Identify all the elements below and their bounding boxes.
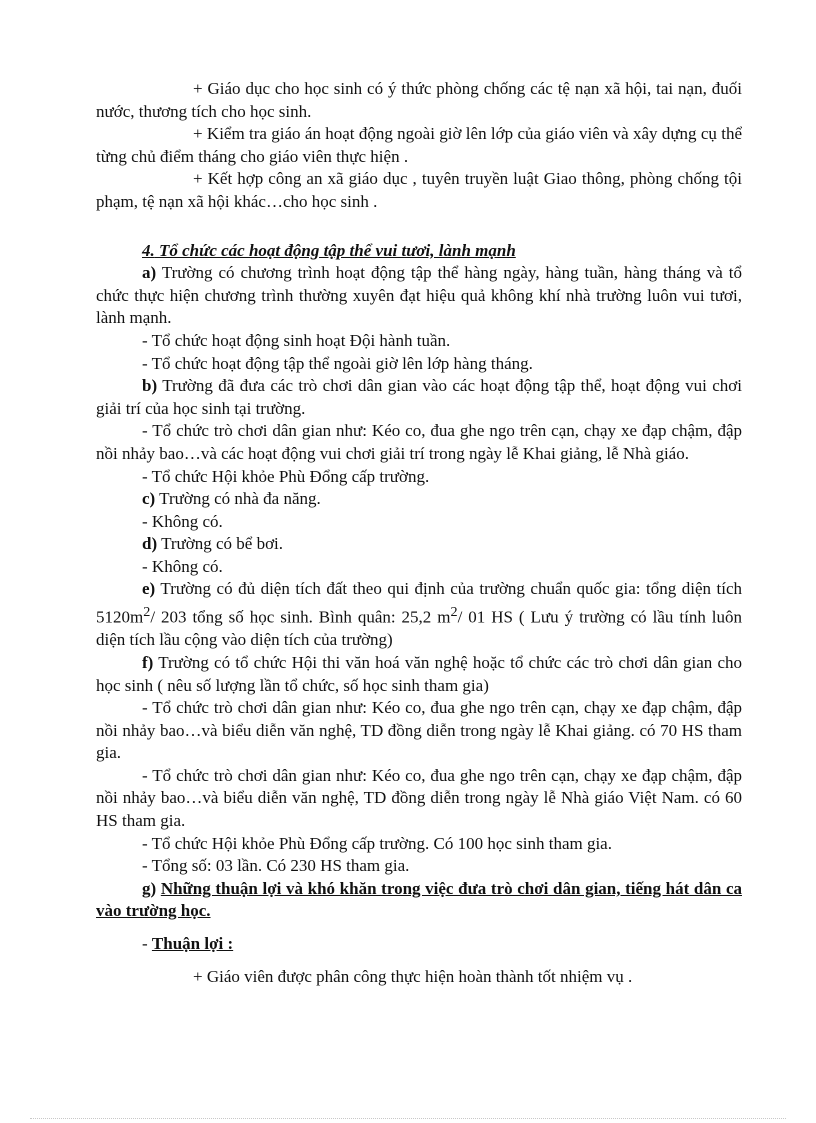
item-a-text: Trường có chương trình hoạt động tập thể hàng ngày, hàng tuần, hàng tháng và tổ chức thực hiện chương trình thường xuyên đạt hiệu quả không khí nhà trường luôn vui tươi, lành mạnh.	[96, 263, 742, 328]
item-a-point-2: - Tổ chức hoạt động tập thể ngoài giờ lên lớp hàng tháng.	[142, 353, 533, 373]
item-f-point-1: - Tổ chức trò chơi dân gian như: Kéo co, đua ghe ngo trên cạn, chạy xe đạp chậm, đập nồi nhảy bao…và biểu diễn văn nghệ, TD đồng diễn trong ngày lễ Khai giảng. có 70 HS tham gia.	[96, 698, 742, 763]
item-b	[96, 375, 742, 420]
paragraph-education-social-evils: + Giáo dục cho học sinh có ý thức phòng chống các tệ nạn xã hội, tai nạn, đuối nước, thương tích cho học sinh.	[96, 79, 742, 121]
page-bottom-divider	[30, 1118, 786, 1119]
item-b-label: b)	[142, 376, 158, 396]
item-c	[96, 488, 742, 511]
item-b-point-1: - Tổ chức trò chơi dân gian như: Kéo co, đua ghe ngo trên cạn, chạy xe đạp chậm, đập nồi nhảy bao…và các hoạt động vui chơi giải trí trong ngày lễ Khai giảng, lễ Nhà giáo.	[96, 421, 742, 463]
advantages-heading	[96, 933, 742, 956]
item-c-label: c)	[142, 489, 156, 509]
item-a-label: a)	[142, 263, 157, 283]
item-b-text: Trường đã đưa các trò chơi dân gian vào các hoạt động tập thể, hoạt động vui chơi giải trí của học sinh tại trường.	[96, 376, 742, 418]
item-d	[96, 533, 742, 556]
item-f-point-4: - Tổng số: 03 lần. Có 230 HS tham gia.	[142, 856, 410, 876]
paragraph-police-cooperation: + Kết hợp công an xã giáo dục , tuyên truyền luật Giao thông, phòng chống tội phạm, tệ nạn xã hội khác…cho học sinh .	[96, 169, 742, 211]
item-g	[96, 878, 742, 923]
section-title: Tổ chức các hoạt động tập thể vui tươi, lành mạnh	[159, 240, 516, 260]
item-f-point-2: - Tổ chức trò chơi dân gian như: Kéo co, đua ghe ngo trên cạn, chạy xe đạp chậm, đập nồi nhảy bao…và biểu diễn văn nghệ, TD đồng diễn trong ngày lễ Nhà giáo Việt Nam. có 60 HS tham gia.	[96, 765, 742, 831]
advantage-point-1: + Giáo viên được phân công thực hiện hoàn thành tốt nhiệm vụ .	[193, 966, 633, 986]
item-a	[96, 262, 742, 330]
item-a-point-1: - Tổ chức hoạt động sinh hoạt Đội hành tuần.	[142, 330, 451, 350]
item-c-point-1: - Không có.	[142, 511, 223, 531]
item-e-superscript-2: 2	[450, 604, 458, 621]
item-b-point-2: - Tổ chức Hội khỏe Phù Đổng cấp trường.	[142, 466, 430, 486]
item-e	[96, 578, 742, 651]
item-e-text-3: / 01 HS ( Lưu ý trường có lầu tính luôn diện tích lầu cộng vào diện tích của trường)	[96, 607, 743, 650]
paragraph-check-lesson-plans: + Kiểm tra giáo án hoạt động ngoài giờ lên lớp của giáo viên và xây dựng cụ thể từng chủ điểm tháng cho giáo viên thực hiện .	[96, 124, 742, 166]
section-heading-4	[96, 240, 742, 263]
item-e-text-1: Trường có đủ diện tích đất theo qui định của trường chuẩn quốc gia: tổng diện tích 5120m	[96, 579, 742, 627]
item-e-text-2: / 203 tổng số học sinh. Bình quân: 25,2 m	[150, 607, 451, 627]
document-body	[96, 78, 742, 988]
item-f-text: Trường có tổ chức Hội thi văn hoá văn nghệ hoặc tổ chức các trò chơi dân gian cho học sinh ( nêu số lượng lần tổ chức, số học sinh tham gia)	[96, 652, 742, 695]
item-d-point-1: - Không có.	[142, 556, 223, 576]
item-f-point-3: - Tổ chức Hội khỏe Phù Đổng cấp trường. Có 100 học sinh tham gia.	[142, 833, 612, 853]
advantages-dash: -	[142, 934, 152, 954]
advantages-label: Thuận lợi :	[151, 934, 234, 954]
item-f-label: f)	[142, 652, 154, 672]
item-g-text: Những thuận lợi và khó khăn trong việc đưa trò chơi dân gian, tiếng hát dân ca vào trường học.	[96, 878, 742, 921]
item-g-label: g)	[142, 878, 157, 898]
item-d-text: Trường có bể bơi.	[161, 534, 284, 554]
item-e-superscript-1: 2	[143, 604, 151, 621]
item-f	[96, 652, 742, 697]
item-d-label: d)	[142, 534, 158, 554]
item-c-text: Trường có nhà đa năng.	[159, 489, 321, 509]
section-number: 4.	[142, 240, 155, 260]
item-e-label: e)	[142, 579, 156, 599]
